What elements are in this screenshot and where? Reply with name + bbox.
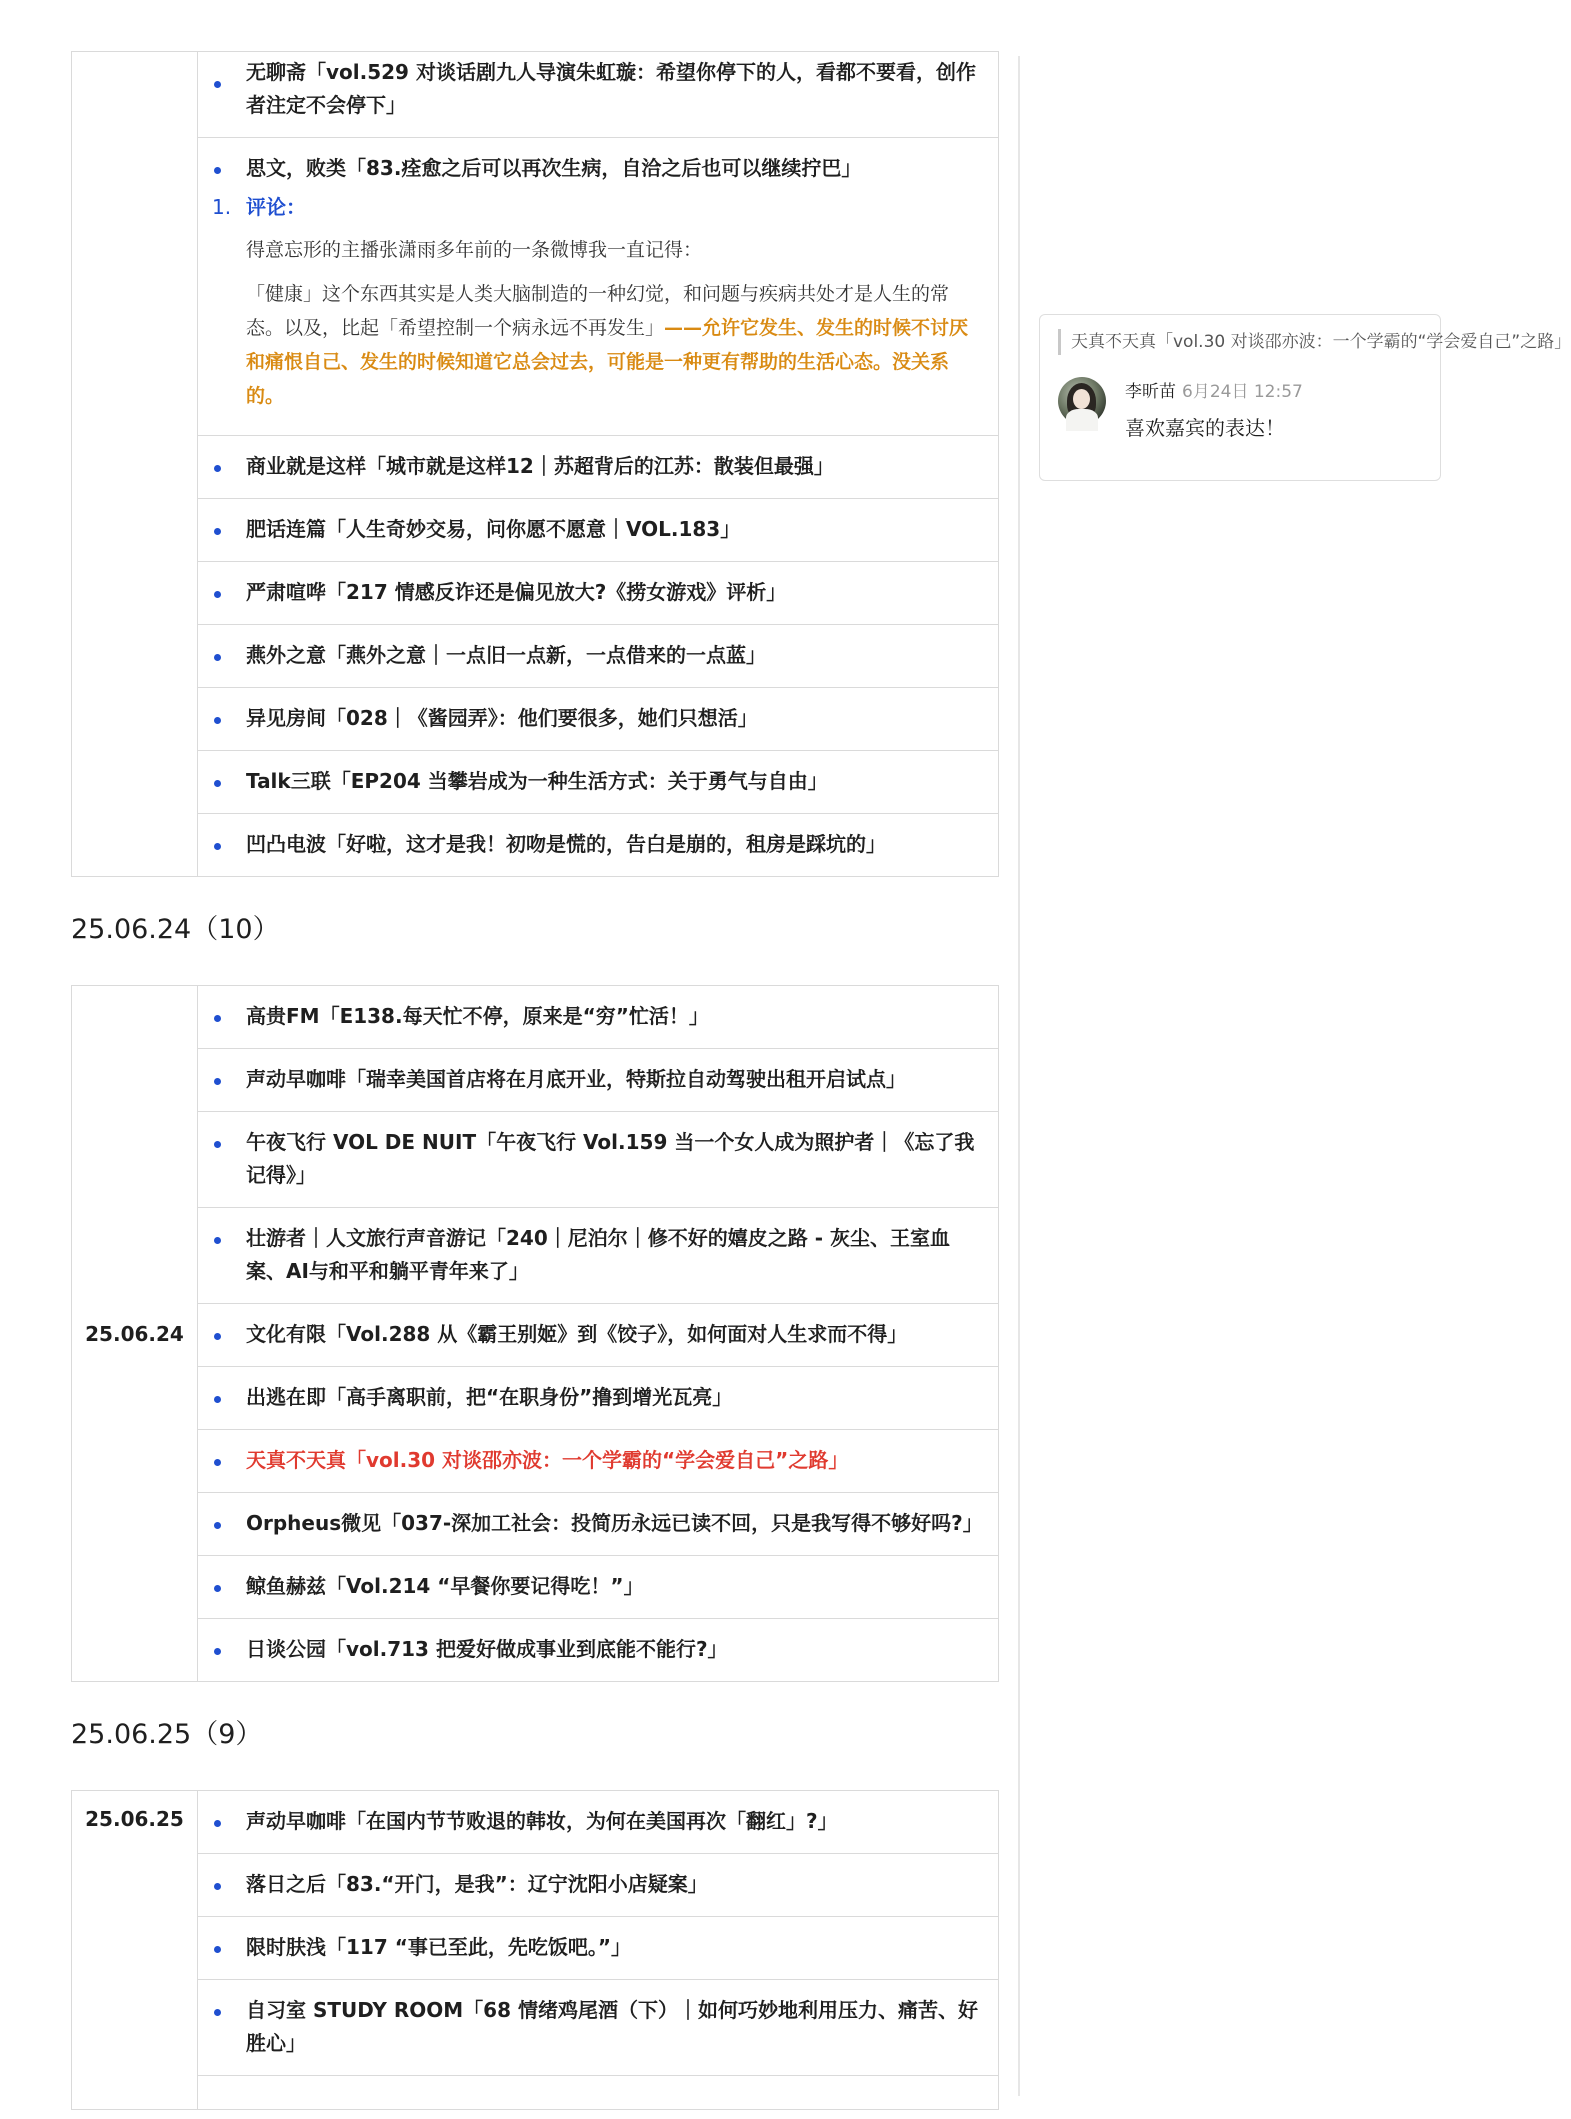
list-item[interactable]: 无聊斋「vol.529 对谈话剧九人导演朱虹璇：希望你停下的人，看都不要看，创作者注定不会停下」: [198, 52, 999, 138]
list-item[interactable]: 严肃喧哗「217 情感反诈还是偏见放大?《捞女游戏》评析」: [198, 562, 999, 625]
comment-label: 评论：: [246, 195, 306, 219]
margin-divider: [1018, 56, 1020, 2096]
list-item[interactable]: 日谈公园「vol.713 把爱好做成事业到底能不能行?」: [198, 1619, 999, 1682]
list-item[interactable]: 限时肤浅「117 “事已至此，先吃饭吧。”」: [198, 1917, 999, 1980]
list-item[interactable]: 声动早咖啡「在国内节节败退的韩妆，为何在美国再次「翻红」?」: [198, 1791, 999, 1854]
list-item[interactable]: Orpheus微见「037-深加工社会：投简历永远已读不回，只是我写得不够好吗?」: [198, 1493, 999, 1556]
list-item[interactable]: 异见房间「028｜《酱园弄》：他们要很多，她们只想活」: [198, 688, 999, 751]
list-item[interactable]: 落日之后「83.“开门，是我”：辽宁沈阳小店疑案」: [198, 1854, 999, 1917]
list-item[interactable]: 声动早咖啡「瑞幸美国首店将在月底开业，特斯拉自动驾驶出租开启试点」: [198, 1049, 999, 1112]
list-item[interactable]: 商业就是这样「城市就是这样12｜苏超背后的江苏：散装但最强」: [198, 436, 999, 499]
list-item[interactable]: [198, 138, 999, 436]
comment-quote-plain: 「健康」这个东西其实是人类大脑制造的一种幻觉，和问题与疾病共处才是人生的常态。以及，比起「希望控制一个病永远不再发生」: [246, 283, 950, 339]
comment-author-name[interactable]: 李昕苗: [1125, 382, 1176, 402]
comment-quote-highlight: ——允许它发生、发生的时候不讨厌和痛恨自己、发生的时候知道它总会过去，可能是一种更有帮助的生活心态。没关系的。: [246, 317, 969, 407]
list-item[interactable]: 肥话连篇「人生奇妙交易，问你愿不愿意｜VOL.183」: [198, 499, 999, 562]
list-item-title: 思文，败类「83.痊愈之后可以再次生病，自洽之后也可以继续拧巴」: [246, 156, 862, 180]
comment-quote: [246, 277, 986, 413]
comment-block: [212, 191, 986, 413]
comment-intro: 得意忘形的主播张潇雨多年前的一条微博我一直记得：: [246, 239, 703, 261]
list-item[interactable]: Talk三联「EP204 当攀岩成为一种生活方式：关于勇气与自由」: [198, 751, 999, 814]
table-prev-day: [71, 51, 999, 877]
section-heading-0624: 25.06.24（10）: [71, 914, 280, 945]
list-item[interactable]: 文化有限「Vol.288 从《霸王别姬》到《饺子》，如何面对人生求而不得」: [198, 1304, 999, 1367]
avatar-face: [1073, 389, 1090, 409]
list-item[interactable]: 燕外之意「燕外之意｜一点旧一点新，一点借来的一点蓝」: [198, 625, 999, 688]
list-item[interactable]: 凹凸电波「好啦，这才是我！初吻是慌的，告白是崩的，租房是踩坑的」: [198, 814, 999, 877]
date-cell: [72, 52, 198, 877]
list-item[interactable]: 出逃在即「高手离职前，把“在职身份”撸到增光瓦亮」: [198, 1367, 999, 1430]
comment-card[interactable]: [1039, 314, 1571, 481]
list-item[interactable]: 壮游者｜人文旅行声音游记「240｜尼泊尔｜修不好的嬉皮之路 - 灰尘、王室血案、AI与和平和躺平青年来了」: [198, 1208, 999, 1304]
list-item[interactable]: 鲸鱼赫兹「Vol.214 “早餐你要记得吃！”」: [198, 1556, 999, 1619]
comment-number: 1.: [212, 195, 232, 219]
list-item[interactable]: 高贵FM「E138.每天忙不停，原来是“穷”忙活！」: [198, 986, 999, 1049]
avatar-body: [1066, 409, 1098, 431]
list-item-highlighted[interactable]: 天真不天真「vol.30 对谈邵亦波：一个学霸的“学会爱自己”之路」: [198, 1430, 999, 1493]
list-item[interactable]: 自习室 STUDY ROOM「68 情绪鸡尾酒（下）｜如何巧妙地利用压力、痛苦、好胜心」: [198, 1980, 999, 2076]
table-0624: [71, 985, 999, 1682]
comment-time: 6月24日 12:57: [1182, 382, 1303, 402]
list-item[interactable]: 午夜飞行 VOL DE NUIT「午夜飞行 Vol.159 当一个女人成为照护者｜《忘了我记得》」: [198, 1112, 999, 1208]
section-heading-0625: 25.06.25（9）: [71, 1719, 263, 1750]
table-0625: [71, 1790, 999, 2110]
date-cell: 25.06.24: [72, 986, 198, 1682]
avatar[interactable]: [1058, 377, 1106, 425]
comment-author: [1125, 379, 1303, 405]
list-item-cut-off: [198, 2076, 999, 2110]
comment-card-quote[interactable]: 天真不天真「vol.30 对谈邵亦波：一个学霸的“学会爱自己”之路」: [1058, 329, 1420, 355]
document-body: [71, 0, 999, 2110]
comment-text: 喜欢嘉宾的表达！: [1125, 416, 1285, 440]
date-cell: 25.06.25: [72, 1791, 198, 2110]
